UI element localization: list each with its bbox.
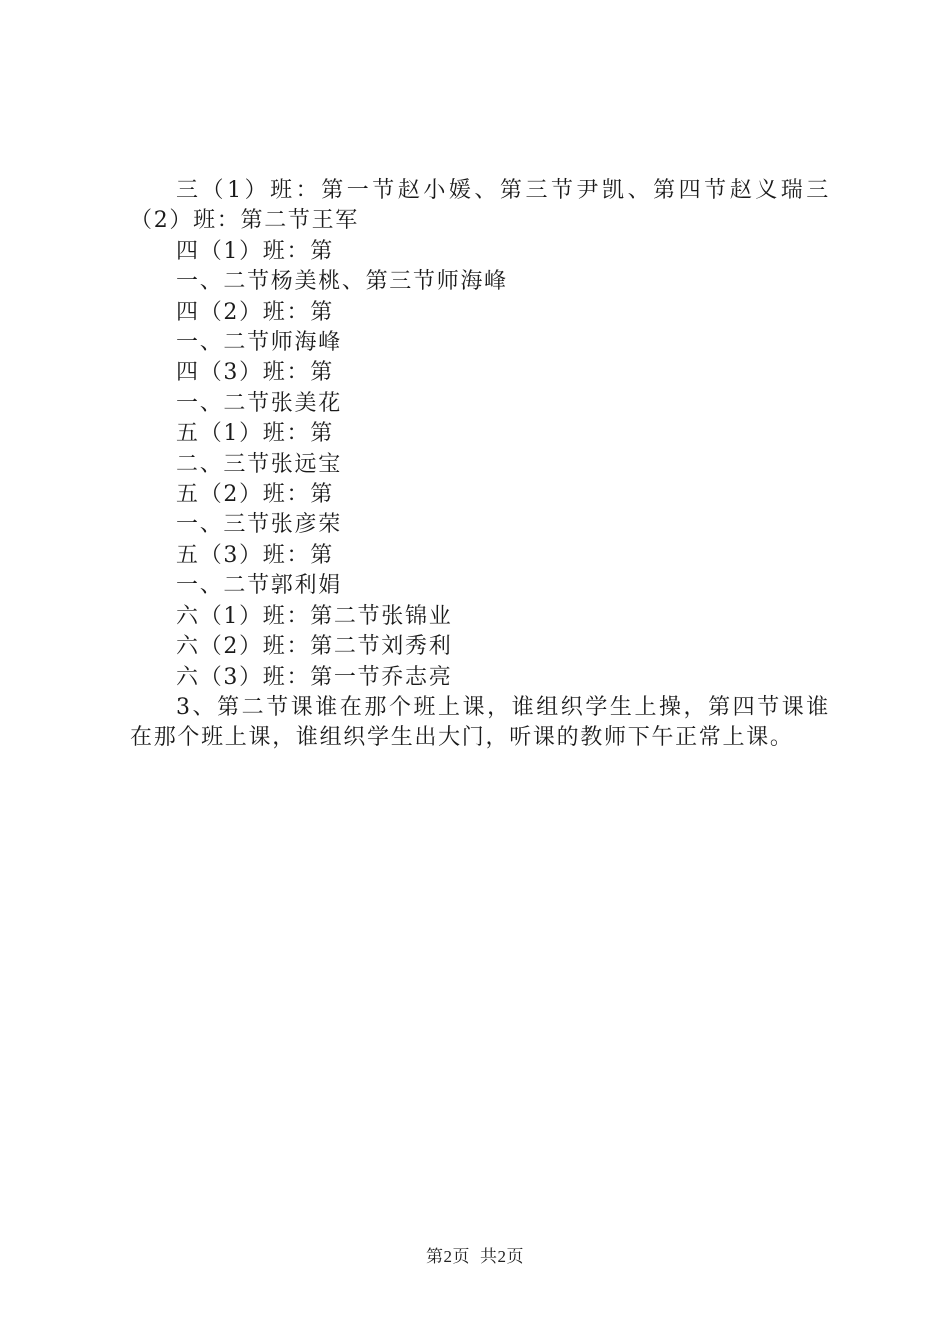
paragraph-class-4-3: 四（3）班：第 — [176, 360, 334, 386]
paragraph-class-4-3-detail: 一、二节张美花 — [176, 390, 342, 416]
document-body — [130, 176, 830, 754]
page-number-current: 第2页 — [426, 1247, 470, 1266]
page-footer — [0, 1242, 950, 1267]
page-number-total: 共2页 — [480, 1247, 524, 1266]
paragraph-class-5-3: 五（3）班：第 — [176, 542, 334, 568]
paragraph-class-5-1-detail: 二、三节张远宝 — [176, 451, 342, 477]
paragraph-class-5-1: 五（1）班：第 — [176, 421, 334, 447]
paragraph-class-6-1: 六（1）班：第二节张锦业 — [176, 603, 453, 629]
paragraph-class-4-2: 四（2）班：第 — [176, 299, 334, 325]
paragraph-class-4-2-detail: 一、二节师海峰 — [176, 330, 342, 356]
paragraph-class-3-schedule: 三（1）班：第一节赵小媛、第三节尹凯、第四节赵义瑞三（2）班：第二节王军 — [130, 178, 830, 234]
paragraph-class-5-3-detail: 一、二节郭利娟 — [176, 573, 342, 599]
paragraph-class-6-3: 六（3）班：第一节乔志亮 — [176, 664, 453, 690]
paragraph-item-3: 3、第二节课谁在那个班上课，谁组织学生上操，第四节课谁在那个班上课，谁组织学生出大门，听课的教师下午正常上课。 — [130, 694, 830, 751]
paragraph-class-6-2: 六（2）班：第二节刘秀利 — [176, 634, 453, 660]
paragraph-class-4-1-detail: 一、二节杨美桃、第三节师海峰 — [176, 269, 508, 295]
paragraph-class-5-2: 五（2）班：第 — [176, 482, 334, 508]
paragraph-class-5-2-detail: 一、三节张彦荣 — [176, 512, 342, 538]
paragraph-class-4-1: 四（1）班：第 — [176, 238, 334, 264]
